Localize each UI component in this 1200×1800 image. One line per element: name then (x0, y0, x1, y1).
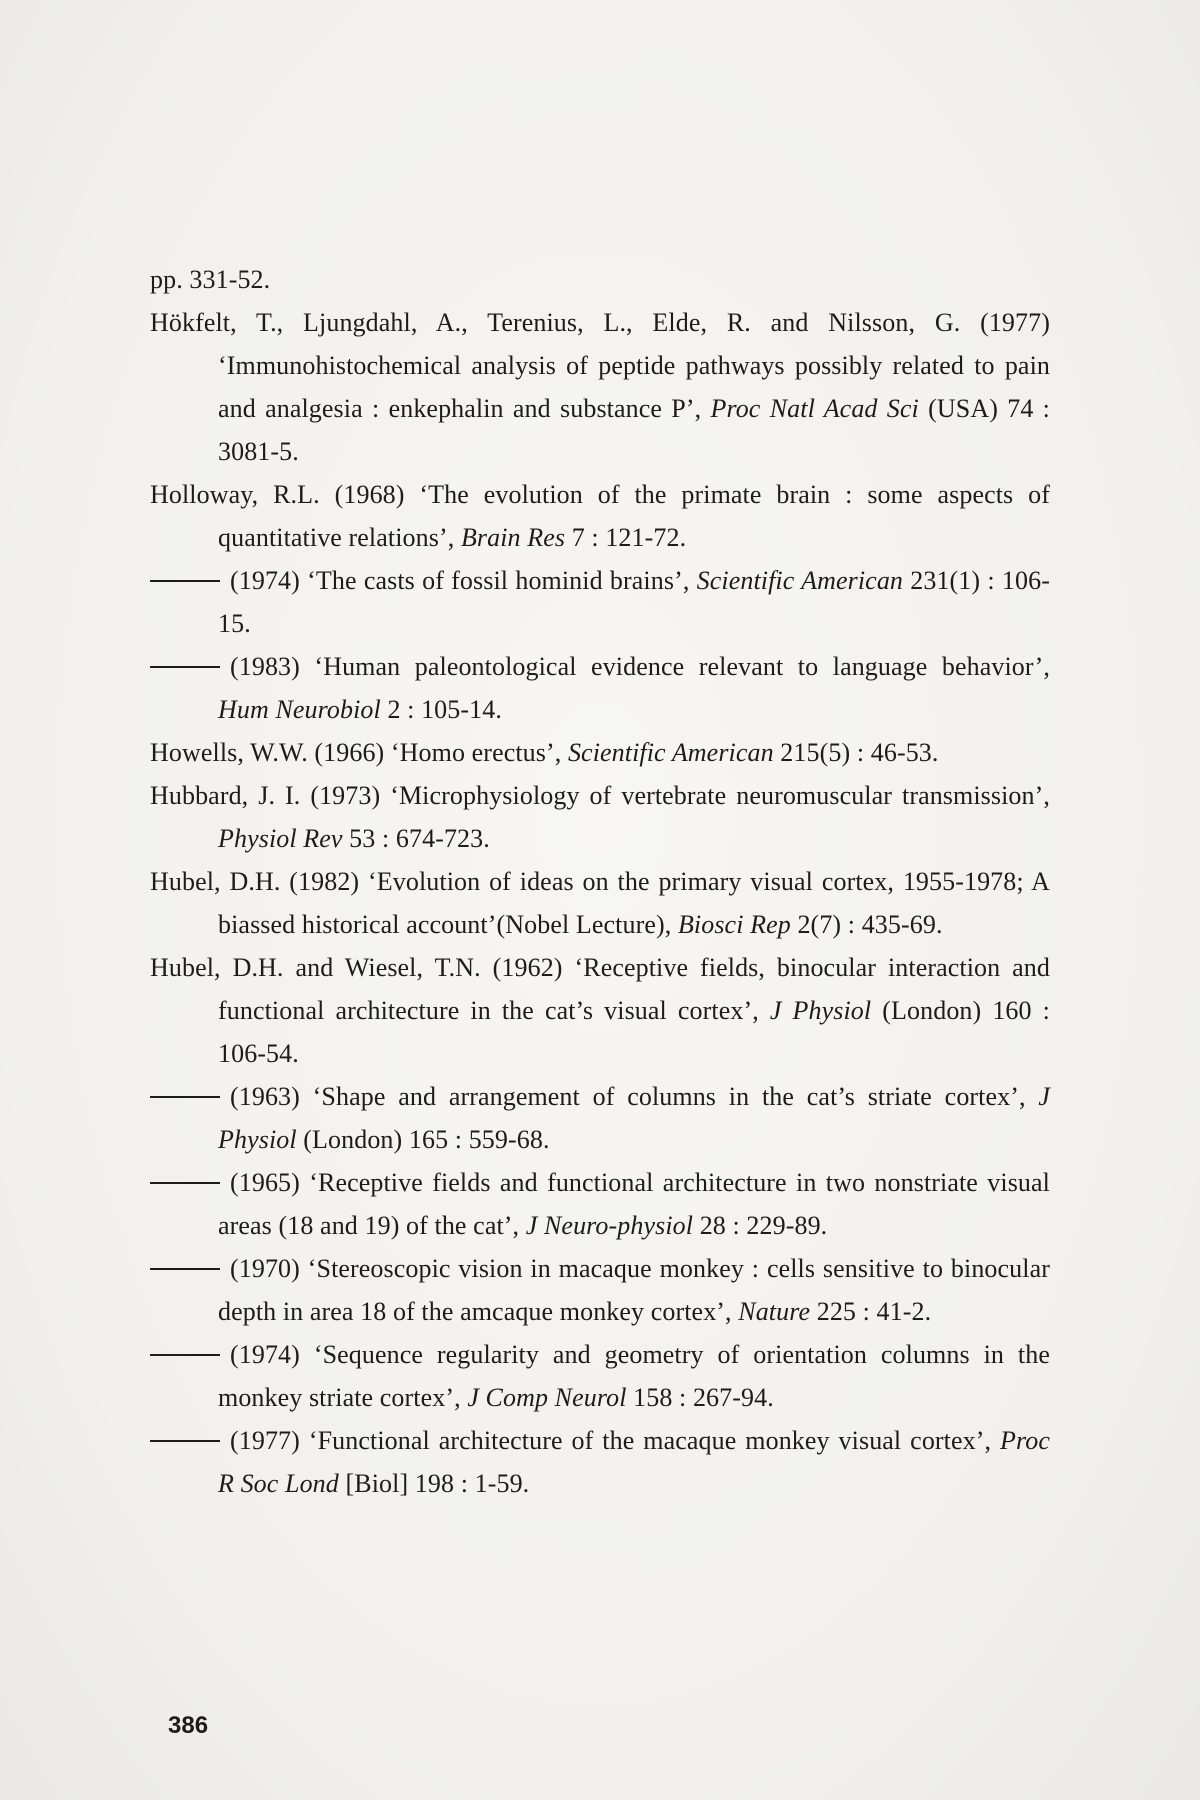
reference-text: (1965) ‘Receptive fields and functional architecture in two nonstriate visual areas (18 and 19) of the cat’, (218, 1168, 1050, 1240)
ditto-dash (150, 1182, 220, 1184)
reference-citation: [Biol] 198 : 1-59. (338, 1469, 530, 1498)
reference-entry (150, 1247, 1050, 1333)
reference-entry (150, 645, 1050, 731)
journal-title: J Neuro-physiol (525, 1211, 694, 1240)
journal-title: Proc R Soc Lond (218, 1426, 1050, 1498)
reference-list (150, 258, 1050, 1505)
reference-entry (150, 1161, 1050, 1247)
reference-entry (150, 1419, 1050, 1505)
reference-citation: 215(5) : 46-53. (773, 738, 939, 767)
reference-entry (150, 1075, 1050, 1161)
reference-text: Howells, W.W. (1966) ‘Homo erectus’, (150, 738, 568, 767)
reference-text: (1974) ‘The casts of fossil hominid brains’, (230, 566, 697, 595)
reference-text: (1970) ‘Stereoscopic vision in macaque monkey : cells sensitive to binocular depth in area 18 of the amcaque monkey cortex’, (218, 1254, 1050, 1326)
reference-text: pp. 331-52. (150, 265, 271, 294)
reference-entry (150, 1333, 1050, 1419)
reference-citation: (London) 160 : 106-54. (218, 996, 1050, 1068)
reference-citation: 2 : 105-14. (380, 695, 502, 724)
journal-title: J Comp Neurol (467, 1383, 627, 1412)
ditto-dash (150, 1096, 220, 1098)
reference-text: (1977) ‘Functional architecture of the macaque monkey visual cortex’, (230, 1426, 1001, 1455)
reference-citation: (London) 165 : 559-68. (296, 1125, 550, 1154)
reference-text: Hökfelt, T., Ljungdahl, A., Terenius, L., Elde, R. and Nilsson, G. (1977) ‘Immunohistochemical analysis of peptide pathways possibly related to pain and analgesia : enkephalin and substance P’, (150, 308, 1050, 423)
journal-title: Scientific American (696, 566, 904, 595)
ditto-dash (150, 580, 220, 582)
reference-text: Holloway, R.L. (1968) ‘The evolution of the primate brain : some aspects of quantitative relations’, (150, 480, 1050, 552)
reference-text: (1963) ‘Shape and arrangement of columns in the cat’s striate cortex’, (230, 1082, 1039, 1111)
reference-entry (150, 559, 1050, 645)
ditto-dash (150, 1354, 220, 1356)
journal-title: Brain Res (460, 523, 566, 552)
journal-title: J Physiol (218, 1082, 1050, 1154)
reference-text: Hubbard, J. I. (1973) ‘Microphysiology of vertebrate neuromuscular transmission’, (150, 781, 1050, 810)
ditto-dash (150, 666, 220, 668)
reference-entry (150, 301, 1050, 473)
journal-title: Nature (738, 1297, 811, 1326)
reference-entry (150, 258, 1050, 301)
reference-entry (150, 774, 1050, 860)
reference-citation: 7 : 121-72. (565, 523, 687, 552)
ditto-dash (150, 1268, 220, 1270)
reference-entry (150, 473, 1050, 559)
reference-entry (150, 731, 1050, 774)
reference-text: Hubel, D.H. (1982) ‘Evolution of ideas on the primary visual cortex, 1955-1978; A biassed historical account’(Nobel Lecture), (150, 867, 1050, 939)
journal-title: Hum Neurobiol (218, 695, 381, 724)
reference-citation: 2(7) : 435-69. (790, 910, 943, 939)
journal-title: Biosci Rep (677, 910, 791, 939)
journal-title: J Physiol (769, 996, 872, 1025)
reference-citation: 231(1) : 106-15. (218, 566, 1050, 638)
journal-title: Proc Natl Acad Sci (710, 394, 919, 423)
reference-citation: 53 : 674-723. (342, 824, 490, 853)
reference-citation: (USA) 74 : 3081-5. (218, 394, 1051, 466)
reference-text: (1974) ‘Sequence regularity and geometry of orientation columns in the monkey striate cortex’, (218, 1340, 1050, 1412)
reference-citation: 225 : 41-2. (810, 1297, 932, 1326)
reference-citation: 158 : 267-94. (626, 1383, 774, 1412)
reference-entry (150, 946, 1050, 1075)
journal-title: Physiol Rev (218, 824, 343, 853)
reference-citation: 28 : 229-89. (693, 1211, 828, 1240)
reference-text: (1983) ‘Human paleontological evidence relevant to language behavior’, (230, 652, 1050, 681)
ditto-dash (150, 1440, 220, 1442)
reference-entry (150, 860, 1050, 946)
page-number: 386 (168, 1712, 209, 1739)
reference-text: Hubel, D.H. and Wiesel, T.N. (1962) ‘Receptive fields, binocular interaction and functional architecture in the cat’s visual cortex’, (150, 953, 1050, 1025)
journal-title: Scientific American (567, 738, 774, 767)
